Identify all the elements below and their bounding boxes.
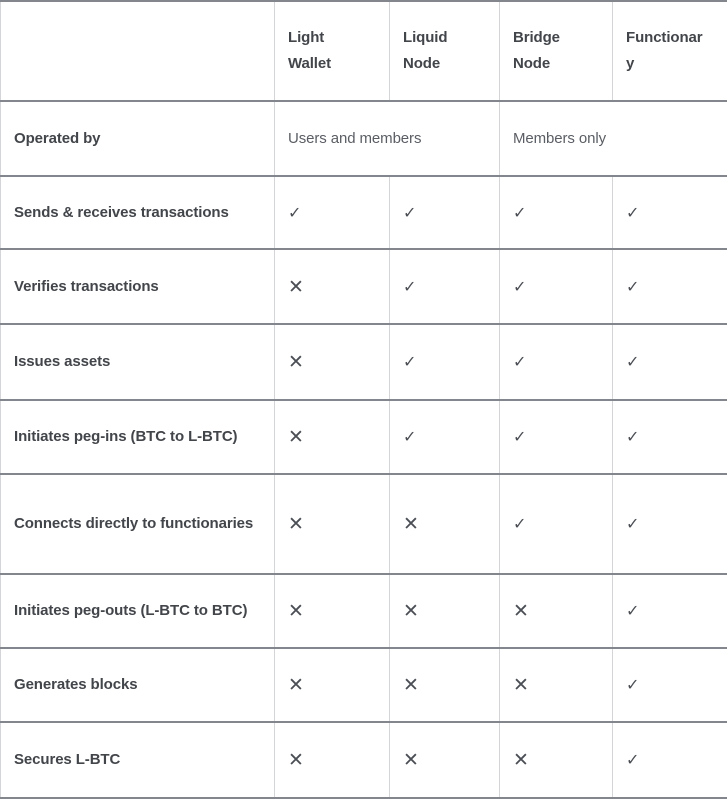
check-icon: ✓ bbox=[613, 474, 727, 574]
check-icon: ✓ bbox=[500, 176, 613, 249]
row-label: Initiates peg-outs (L-BTC to BTC) bbox=[1, 574, 275, 648]
cross-icon: ✕ bbox=[275, 648, 390, 722]
check-icon: ✓ bbox=[613, 574, 727, 648]
check-icon: ✓ bbox=[275, 176, 390, 249]
table-row bbox=[1, 474, 727, 574]
check-icon: ✓ bbox=[613, 400, 727, 474]
cross-icon: ✕ bbox=[275, 722, 390, 798]
row-label: Initiates peg-ins (BTC to L-BTC) bbox=[1, 400, 275, 474]
table-row bbox=[1, 324, 727, 400]
cross-icon: ✕ bbox=[500, 574, 613, 648]
check-icon: ✓ bbox=[613, 722, 727, 798]
check-icon: ✓ bbox=[613, 648, 727, 722]
check-icon: ✓ bbox=[613, 249, 727, 324]
check-icon: ✓ bbox=[500, 400, 613, 474]
cross-icon: ✕ bbox=[275, 574, 390, 648]
cross-icon: ✕ bbox=[390, 648, 500, 722]
check-icon: ✓ bbox=[390, 249, 500, 324]
cross-icon: ✕ bbox=[500, 722, 613, 798]
row-label: Generates blocks bbox=[1, 648, 275, 722]
operated-by-row bbox=[1, 101, 727, 176]
row-label: Verifies transactions bbox=[1, 249, 275, 324]
column-title: Light Wallet bbox=[288, 25, 368, 77]
check-icon: ✓ bbox=[613, 176, 727, 249]
header-cell-liquid-node bbox=[390, 1, 500, 101]
check-icon: ✓ bbox=[613, 324, 727, 400]
cross-icon: ✕ bbox=[275, 324, 390, 400]
header-cell-light-wallet bbox=[275, 1, 390, 101]
cross-icon: ✕ bbox=[500, 648, 613, 722]
table-row bbox=[1, 722, 727, 798]
table-row bbox=[1, 249, 727, 324]
check-icon: ✓ bbox=[390, 324, 500, 400]
header-cell-bridge-node bbox=[500, 1, 613, 101]
cross-icon: ✕ bbox=[275, 400, 390, 474]
check-icon: ✓ bbox=[500, 324, 613, 400]
table-row bbox=[1, 176, 727, 249]
operated-members-only-cell: Members only bbox=[500, 101, 727, 176]
check-icon: ✓ bbox=[390, 176, 500, 249]
operated-users-and-members-cell: Users and members bbox=[275, 101, 500, 176]
row-label: Secures L-BTC bbox=[1, 722, 275, 798]
cross-icon: ✕ bbox=[275, 474, 390, 574]
column-title: Liquid Node bbox=[403, 25, 483, 77]
table-row bbox=[1, 648, 727, 722]
row-label: Operated by bbox=[1, 101, 275, 176]
table-row bbox=[1, 574, 727, 648]
row-label: Connects directly to functionaries bbox=[1, 474, 275, 574]
cross-icon: ✕ bbox=[390, 474, 500, 574]
column-title: Functionary bbox=[626, 25, 706, 77]
check-icon: ✓ bbox=[500, 474, 613, 574]
header-cell-functionary bbox=[613, 1, 727, 101]
corner-empty-cell bbox=[1, 1, 275, 101]
check-icon: ✓ bbox=[390, 400, 500, 474]
column-title: Bridge Node bbox=[513, 25, 593, 77]
check-icon: ✓ bbox=[500, 249, 613, 324]
cross-icon: ✕ bbox=[390, 722, 500, 798]
row-label: Sends & receives transactions bbox=[1, 176, 275, 249]
table-row bbox=[1, 400, 727, 474]
row-label: Issues assets bbox=[1, 324, 275, 400]
header-row bbox=[1, 1, 727, 101]
cross-icon: ✕ bbox=[275, 249, 390, 324]
cross-icon: ✕ bbox=[390, 574, 500, 648]
